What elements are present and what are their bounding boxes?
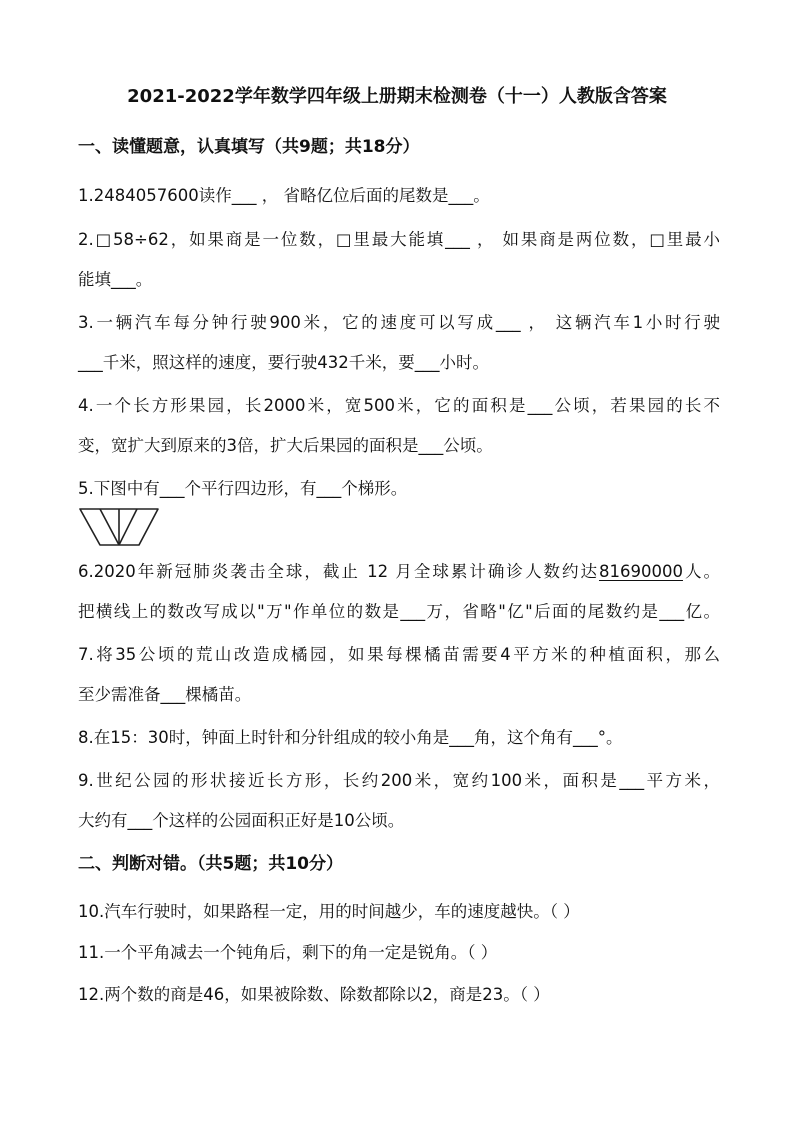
trapezoid-figure	[79, 508, 159, 546]
question-3-line-2: ___千米，照这样的速度，要行驶432千米，要___小时。	[78, 353, 489, 372]
document-title: 2021-2022学年数学四年级上册期末检测卷（十一）人教版含答案	[127, 86, 667, 107]
section-1-heading: 一、读懂题意，认真填写（共9题；共18分）	[78, 137, 420, 157]
question-12: 12.两个数的商是46，如果被除数、除数都除以2，商是23。（ ）	[78, 985, 550, 1004]
middle-diagonal	[119, 509, 137, 545]
left-diagonal	[100, 509, 119, 545]
question-5: 5.下图中有___个平行四边形，有___个梯形。	[78, 479, 408, 498]
question-4-line-1: 4.一个长方形果园，长2000米，宽500米，它的面积是___公顷，若果园的长不	[78, 396, 720, 415]
question-7-line-1: 7.将35公顷的荒山改造成橘园，如果每棵橘苗需要4平方米的种植面积，那么	[78, 645, 720, 664]
question-6-line-1	[78, 560, 720, 584]
question-8: 8.在15：30时，钟面上时针和分针组成的较小角是___角，这个角有___°。	[78, 728, 623, 747]
q6-underlined-number: 81690000	[598, 562, 683, 581]
question-2-line-2: 能填___。	[78, 270, 153, 289]
question-3-line-1: 3.一辆汽车每分钟行驶900米，它的速度可以写成___ ， 这辆汽车1小时行驶	[78, 313, 720, 332]
section-2-heading: 二、判断对错。（共5题；共10分）	[78, 854, 343, 874]
question-2-line-1: 2.□58÷62，如果商是一位数，□里最大能填___ ， 如果商是两位数，□里最小	[78, 230, 720, 249]
question-10: 10.汽车行驶时，如果路程一定，用的时间越少，车的速度越快。（ ）	[78, 902, 580, 921]
question-9-line-1: 9.世纪公园的形状接近长方形，长约200米，宽约100米，面积是___平方米，	[78, 771, 720, 790]
question-4-line-2: 变，宽扩大到原来的3倍，扩大后果园的面积是___公顷。	[78, 436, 493, 455]
question-6-line-2: 把横线上的数改写成以"万"作单位的数是___万，省略"亿"后面的尾数约是___亿。	[78, 602, 720, 621]
question-7-line-2: 至少需准备___棵橘苗。	[78, 685, 252, 704]
question-1: 1.2484057600读作___ ， 省略亿位后面的尾数是___。	[78, 186, 490, 205]
question-9-line-2: 大约有___个这样的公园面积正好是10公顷。	[78, 811, 405, 830]
question-11: 11.一个平角减去一个钝角后，剩下的角一定是锐角。（ ）	[78, 943, 498, 962]
q6-suffix: 人。	[682, 562, 720, 581]
q6-prefix: 6.2020年新冠肺炎袭击全球，截止 12 月全球累计确诊人数约达	[78, 562, 599, 581]
